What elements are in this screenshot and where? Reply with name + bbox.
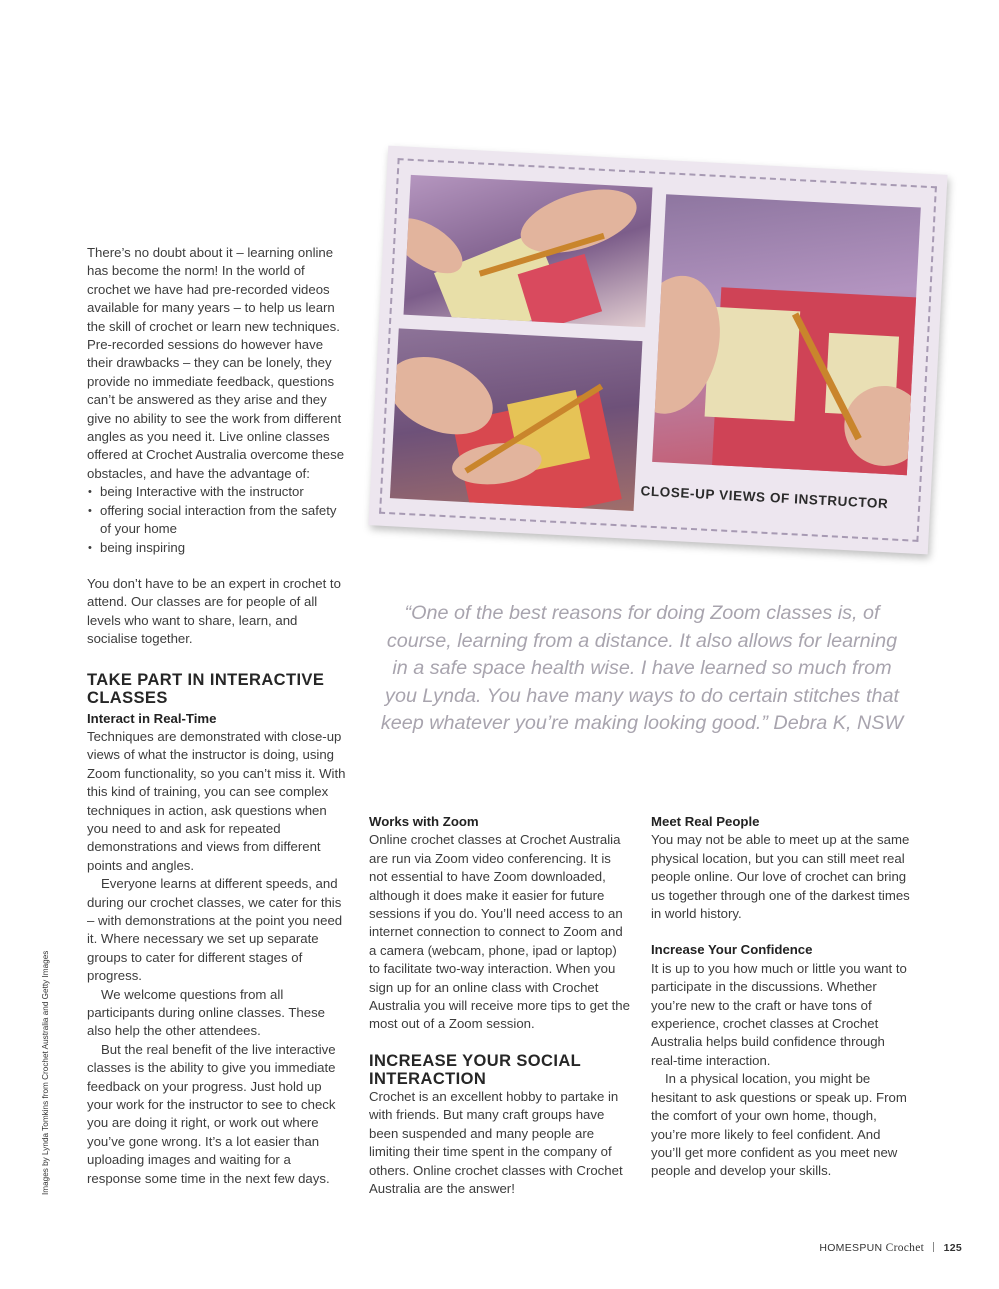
advantages-list xyxy=(87,483,347,557)
page-footer xyxy=(819,1242,962,1254)
body-paragraph: Techniques are demonstrated with close-up views of what the instructor is doing, using Zoom functionality, so you can’t miss it. With this kind of training, you can see complex techniques in action, ask questions when you need to and ask for repeated demonstrations and views from different points and angles. xyxy=(87,728,346,873)
intro-paragraph: There’s no doubt about it – learning online has become the norm! In the world of crochet we have had pre-recorded videos available for many years – to help us learn the skill of crochet or learn new techniques. Pre-recorded sessions do however have their drawbacks – they can be lonely, they provide no immediate feedback, questions can’t be answered as they arise and they give no ability to see the work from different angles as you need it. Live online classes offered at Crochet Australia overcome these obstacles, and have the advantage of: xyxy=(87,245,345,481)
left-column xyxy=(87,244,347,1188)
page-number: 125 xyxy=(943,1242,962,1254)
image-credit: Images by Lynda Tomkins from Crochet Australia and Getty Images xyxy=(41,950,50,1195)
body-paragraph: Crochet is an excellent hobby to partake in with friends. But many craft groups have been suspended and many people are limiting their time spent in the company of others. Online crochet classes with Crochet Australia are the answer! xyxy=(369,1088,623,1196)
magazine-name-script: Crochet xyxy=(885,1242,925,1254)
subheading-zoom: Works with Zoom xyxy=(369,814,479,829)
photo-closeup-hook xyxy=(404,175,653,327)
list-item: • being Interactive with the instructor xyxy=(87,483,347,501)
list-item: • being inspiring xyxy=(87,539,347,557)
section-heading-interactive: TAKE PART IN INTERACTIVE CLASSES xyxy=(87,670,325,707)
body-paragraph: But the real benefit of the live interactive classes is the ability to give you immediate feedback on your progress. Just hold up your work for the instructor to see to check you are doing it right, or work out where you’ve gone wrong. It’s a lot easier than uploading images and waiting for a response some time in the next few days. xyxy=(87,1041,336,1186)
photo-caption: CLOSE-UP VIEWS OF INSTRUCTOR xyxy=(640,483,889,512)
section-heading-social: INCREASE YOUR SOCIAL INTERACTION xyxy=(369,1051,581,1088)
intro-paragraph-2: You don’t have to be an expert in crochet to attend. Our classes are for people of all levels who want to share, learn, and socialise together. xyxy=(87,575,341,647)
divider xyxy=(933,1242,934,1252)
magazine-name: HOMESPUN xyxy=(819,1242,883,1254)
body-paragraph: We welcome questions from all participants during online classes. These also help the other attendees. xyxy=(87,986,325,1039)
subheading-real-time: Interact in Real-Time xyxy=(87,710,217,726)
photo-closeup-stitch xyxy=(390,328,643,511)
body-paragraph: In a physical location, you might be hesitant to ask questions or speak up. From the comfort of your own home, though, you’re more likely to feel confident. And you’ll get more confident as you meet new people and develop your skills. xyxy=(651,1071,907,1179)
list-item: • offering social interaction from the safety of your home xyxy=(87,502,347,539)
photo-card xyxy=(368,146,947,555)
body-paragraph: You may not be able to meet up at the same physical location, but you can still meet real people online. Our love of crochet can bring us together through one of the darkest times in world history. xyxy=(651,832,910,922)
body-paragraph: It is up to you how much or little you want to participate in the discussions. Whether you’re new to the craft or have tons of experience, crochet classes at Crochet Australia helps build confidence through real-time interaction. xyxy=(651,960,907,1068)
body-paragraph: Everyone learns at different speeds, and during our crochet classes, we cater for this – with demonstrations at the point you need it. Where necessary we set up separate groups to cater for different stages of progress. xyxy=(87,876,343,984)
photo-closeup-work xyxy=(652,194,921,475)
body-paragraph: Online crochet classes at Crochet Australia are run via Zoom video conferencing. It is not essential to have Zoom downloaded, although it does make it easier for future sessions if you do. You’ll need access to an internet connection to connect to Zoom and a camera (webcam, phone, ipad or laptop) to facilitate two-way interaction. When you sign up for an online class with Crochet Australia you will receive more tips to get the most out of a Zoom session. xyxy=(369,832,630,1032)
subheading-confidence: Increase Your Confidence xyxy=(651,942,813,958)
right-column xyxy=(651,813,913,1181)
middle-column xyxy=(369,813,631,1198)
subheading-meet: Meet Real People xyxy=(651,814,760,829)
pull-quote: “One of the best reasons for doing Zoom classes is, of course, learning from a distance. It also allows for learning in a safe space health wise. I have learned so much from you Lynda. You have many ways to do certain stitches that keep whatever you’re making looking good.” Debra K, NSW xyxy=(380,602,904,734)
